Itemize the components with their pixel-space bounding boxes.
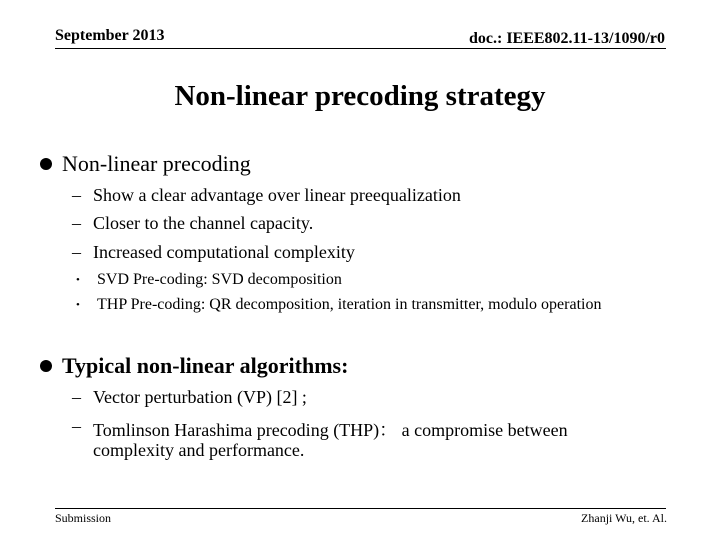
section-1-item-text: Increased computational complexity xyxy=(93,242,355,262)
slide-title: Non-linear precoding strategy xyxy=(174,80,546,112)
footer-submission: Submission xyxy=(55,511,112,525)
dash-icon: – xyxy=(72,213,81,233)
section-1-item xyxy=(72,213,313,234)
section-2-item-text: Tomlinson Harashima precoding (THP)： a compromise between xyxy=(93,420,568,440)
section-2-item-text: Vector perturbation (VP) [2] ; xyxy=(93,387,307,407)
header-rule xyxy=(55,48,666,49)
dot-icon: • xyxy=(76,299,80,311)
section-1-subitem-text: SVD Pre-coding: SVD decomposition xyxy=(97,271,342,288)
section-1-item-text: Show a clear advantage over linear preequalization xyxy=(93,185,461,205)
section-1-item xyxy=(72,242,355,263)
dash-icon: – xyxy=(72,387,81,407)
header-date: September 2013 xyxy=(55,27,165,44)
section-1-subitem xyxy=(76,296,601,314)
dot-icon: • xyxy=(76,274,80,286)
section-1-subitem xyxy=(76,271,342,289)
section-2-item xyxy=(72,416,568,442)
bullet-icon xyxy=(40,158,52,170)
header-doc-id: doc.: IEEE802.11-13/1090/r0 xyxy=(468,30,665,47)
bullet-icon xyxy=(40,360,52,372)
footer-rule xyxy=(55,508,666,509)
dash-icon: – xyxy=(72,416,81,436)
dash-icon: – xyxy=(72,185,81,205)
section-1-item-text: Closer to the channel capacity. xyxy=(93,213,314,233)
section-2-item xyxy=(72,387,307,408)
bullet-section-2 xyxy=(40,353,348,379)
bullet-section-1 xyxy=(40,151,251,177)
section-2-item-continuation xyxy=(72,440,304,461)
section-1-subitem-text: THP Pre-coding: QR decomposition, iteration in transmitter, modulo operation xyxy=(97,296,602,313)
section-2-item-text: complexity and performance. xyxy=(93,440,305,460)
footer-author: Zhanji Wu, et. Al. xyxy=(581,511,667,525)
dash-icon: – xyxy=(72,242,81,262)
section-2-heading: Typical non-linear algorithms: xyxy=(62,353,349,378)
section-1-item xyxy=(72,185,461,206)
section-1-heading: Non-linear precoding xyxy=(62,151,251,176)
